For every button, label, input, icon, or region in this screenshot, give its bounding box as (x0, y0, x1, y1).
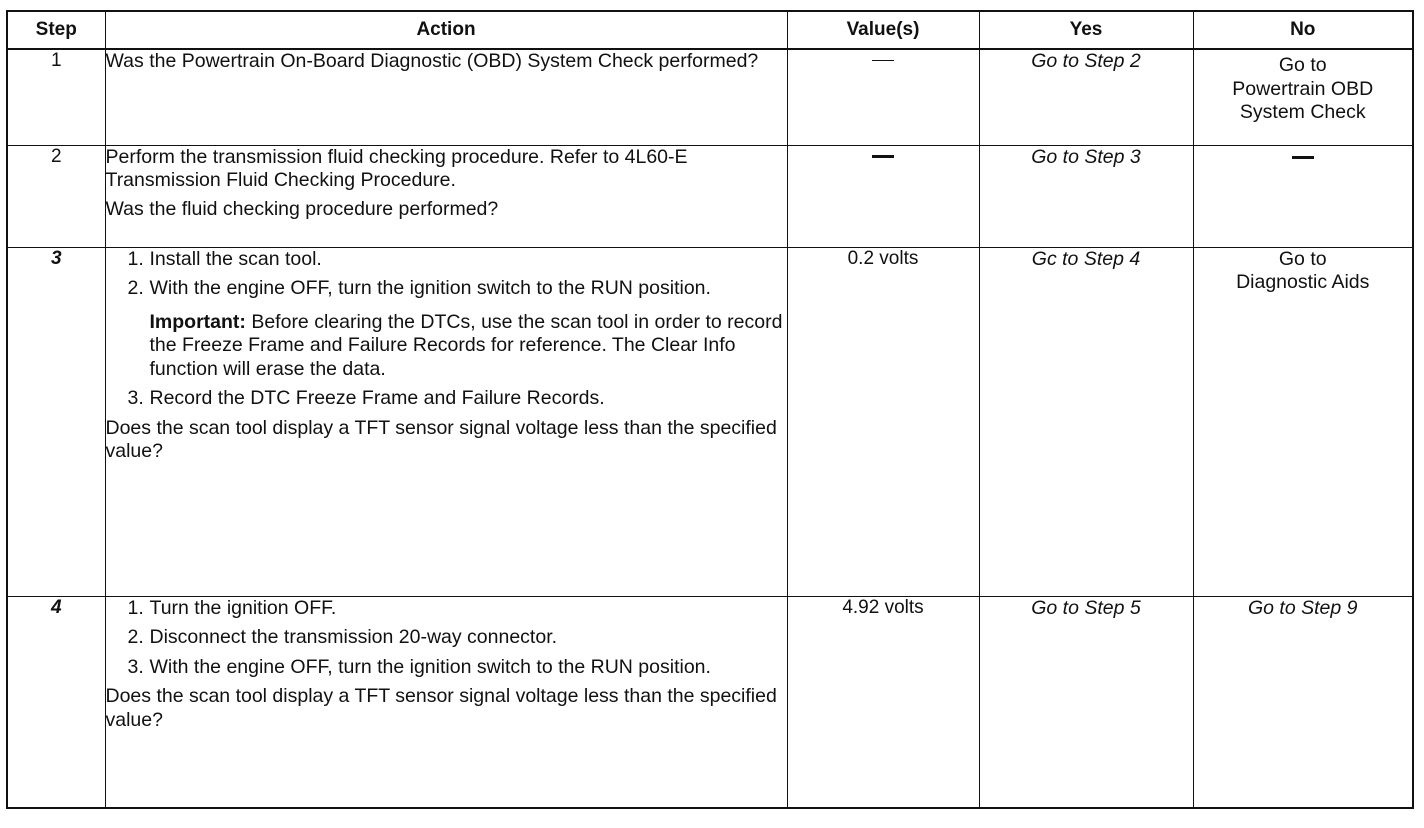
action-text: Was the Powertrain On-Board Diagnostic (OBD) System Check performed? (105, 50, 759, 72)
action-cell (105, 145, 787, 247)
action-text: Perform the transmission fluid checking procedure. Refer to 4L60-E Transmission Fluid Checking Procedure. (105, 145, 688, 191)
list-item-number: 1. (127, 596, 144, 619)
list-item-number: 3. (127, 655, 144, 678)
action-steps-list (106, 597, 787, 680)
important-text: Before clearing the DTCs, use the scan tool in order to record the Freeze Frame and Failure Records for reference. The Clear Info function will erase the data. (149, 310, 783, 380)
diagnostic-table (6, 10, 1414, 809)
step-number: 1 (7, 49, 105, 145)
yes-cell (979, 247, 1193, 596)
action-steps-list (106, 248, 787, 411)
list-item (128, 387, 787, 411)
header-action: Action (105, 11, 787, 49)
list-item-number: 2. (127, 626, 144, 648)
step-number: 3 (7, 247, 105, 596)
no-line-2[interactable]: Powertrain OBD (1232, 77, 1374, 100)
value-dash (872, 155, 894, 158)
list-item-text: With the engine OFF, turn the ignition switch to the RUN position. (149, 277, 711, 299)
value-cell: 4.92 volts (787, 596, 979, 808)
list-item (128, 656, 787, 680)
action-question: Was the fluid checking procedure performed? (105, 197, 499, 220)
no-line-3[interactable]: System Check (1239, 101, 1366, 123)
list-item (128, 626, 787, 650)
yes-goto-link[interactable]: Go to Step 2 (1031, 50, 1141, 72)
table-row-step-3 (7, 247, 1413, 596)
list-item-number: 2. (127, 277, 144, 299)
no-cell (1193, 145, 1413, 247)
important-label: Important: (149, 310, 246, 333)
header-step: Step (7, 11, 105, 49)
no-line-2[interactable]: Diagnostic Aids (1236, 271, 1370, 293)
list-item-number: 1. (127, 247, 144, 270)
yes-goto-link[interactable]: Gc to Step 4 (1031, 247, 1141, 270)
no-goto-link[interactable]: Go to Step 9 (1248, 596, 1358, 619)
yes-cell (979, 596, 1193, 808)
list-item-number: 3. (127, 387, 144, 409)
no-line-1[interactable]: Go to (1278, 247, 1327, 270)
table-row-step-2 (7, 145, 1413, 247)
table-row-step-4 (7, 596, 1413, 808)
header-row (7, 11, 1413, 49)
action-question: Does the scan tool display a TFT sensor signal voltage less than the specified value? (105, 685, 777, 731)
list-item-text: With the engine OFF, turn the ignition switch to the RUN position. (149, 655, 711, 678)
no-line-1[interactable]: Go to (1278, 54, 1327, 76)
no-cell (1193, 49, 1413, 145)
list-item-text: Disconnect the transmission 20-way connector. (149, 626, 558, 648)
value-cell (787, 145, 979, 247)
list-item-text: Install the scan tool. (149, 247, 322, 270)
action-cell (105, 596, 787, 808)
value-cell: 0.2 volts (787, 247, 979, 596)
action-question: Does the scan tool display a TFT sensor signal voltage less than the specified value? (105, 416, 777, 462)
action-cell (105, 247, 787, 596)
value-cell (787, 49, 979, 145)
list-item-text: Turn the ignition OFF. (149, 596, 337, 619)
list-item-text: Record the DTC Freeze Frame and Failure Records. (149, 387, 605, 409)
action-cell (105, 49, 787, 145)
no-dash (1292, 156, 1314, 159)
important-note (150, 311, 787, 382)
no-cell (1193, 596, 1413, 808)
table-row-step-1 (7, 49, 1413, 145)
list-item (128, 277, 787, 381)
list-item (128, 597, 787, 621)
step-number: 4 (7, 596, 105, 808)
diagnostic-sheet (6, 10, 1414, 818)
yes-cell (979, 49, 1193, 145)
header-yes: Yes (979, 11, 1193, 49)
no-cell (1193, 247, 1413, 596)
value-dash (872, 60, 894, 61)
yes-goto-link[interactable]: Go to Step 5 (1031, 596, 1141, 619)
yes-cell (979, 145, 1193, 247)
header-no: No (1193, 11, 1413, 49)
list-item (128, 248, 787, 272)
header-values: Value(s) (787, 11, 979, 49)
yes-goto-link[interactable]: Go to Step 3 (1031, 145, 1141, 168)
step-number: 2 (7, 145, 105, 247)
